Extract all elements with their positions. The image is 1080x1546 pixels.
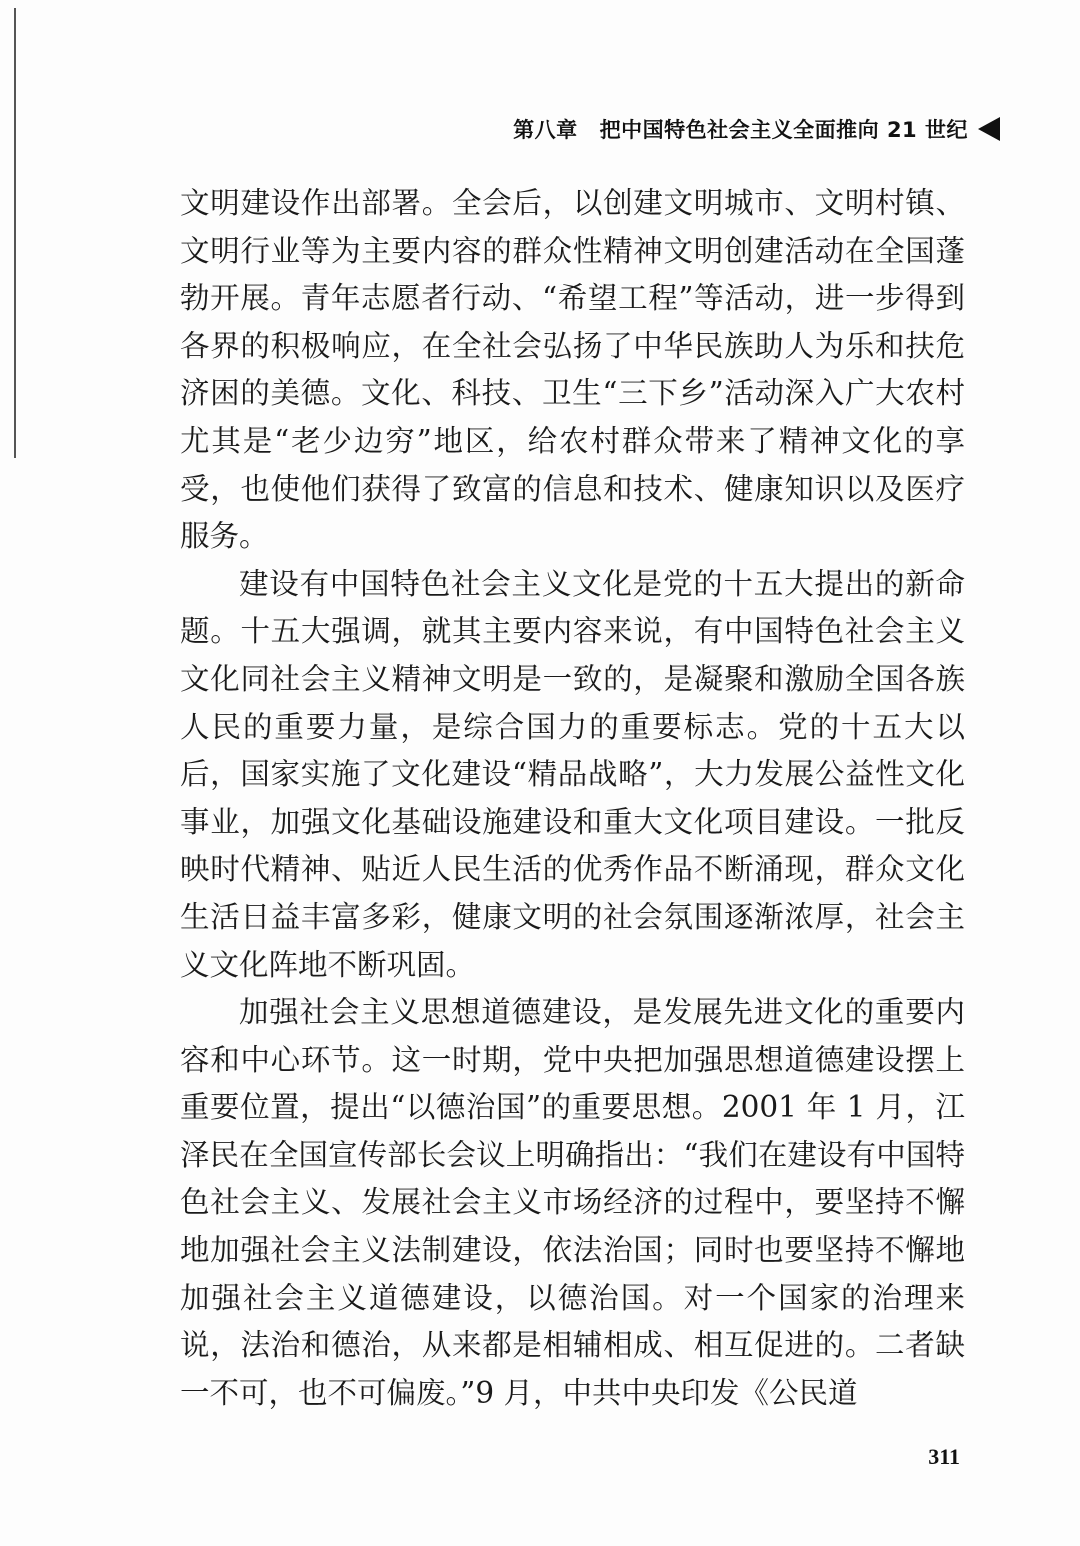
- header-chapter: 第八章: [513, 118, 578, 142]
- left-triangle-icon: [978, 117, 1000, 141]
- paragraph: 建设有中国特色社会主义文化是党的十五大提出的新命题。十五大强调，就其主要内容来说，有中国特色社会主义文化同社会主义精神文明是一致的，是凝聚和激励全国各族人民的重要力量，是综合国力的重要标志。党的十五大以后，国家实施了文化建设“精品战略”，大力发展公益性文化事业，加强文化基础设施建设和重大文化项目建设。一批反映时代精神、贴近人民生活的优秀作品不断涌现，群众文化生活日益丰富多彩，健康文明的社会氛围逐渐浓厚，社会主义文化阵地不断巩固。: [180, 566, 965, 982]
- page-number: 311: [928, 1444, 960, 1469]
- header-title: 把中国特色社会主义全面推向 21 世纪: [599, 118, 968, 142]
- binding-edge-line: [14, 8, 16, 458]
- paragraph: 加强社会主义思想道德建设，是发展先进文化的重要内容和中心环节。这一时期，党中央把加强思想道德建设摆上重要位置，提出“以德治国”的重要思想。2001 年 1 月，江泽民在全国宣传部长会议上明确指出：“我们在建设有中国特色社会主义、发展社会主义市场经济的过程中，要坚持不懈地加强社会主义法制建设，依法治国；同时也要坚持不懈地加强社会主义道德建设，以德治国。对一个国家的治理来说，法治和德治，从来都是相辅相成、相互促进的。二者缺一不可，也不可偏废。”9 月，中共中央印发《公民道: [180, 995, 965, 1410]
- running-header: [470, 112, 1000, 146]
- body-text: [180, 180, 965, 1417]
- paragraph: 文明建设作出部署。全会后，以创建文明城市、文明村镇、文明行业等为主要内容的群众性精神文明创建活动在全国蓬勃开展。青年志愿者行动、“希望工程”等活动，进一步得到各界的积极响应，在全社会弘扬了中华民族助人为乐和扶危济困的美德。文化、科技、卫生“三下乡”活动深入广大农村尤其是“老少边穷”地区，给农村群众带来了精神文化的享受，也使他们获得了致富的信息和技术、健康知识以及医疗服务。: [180, 186, 965, 554]
